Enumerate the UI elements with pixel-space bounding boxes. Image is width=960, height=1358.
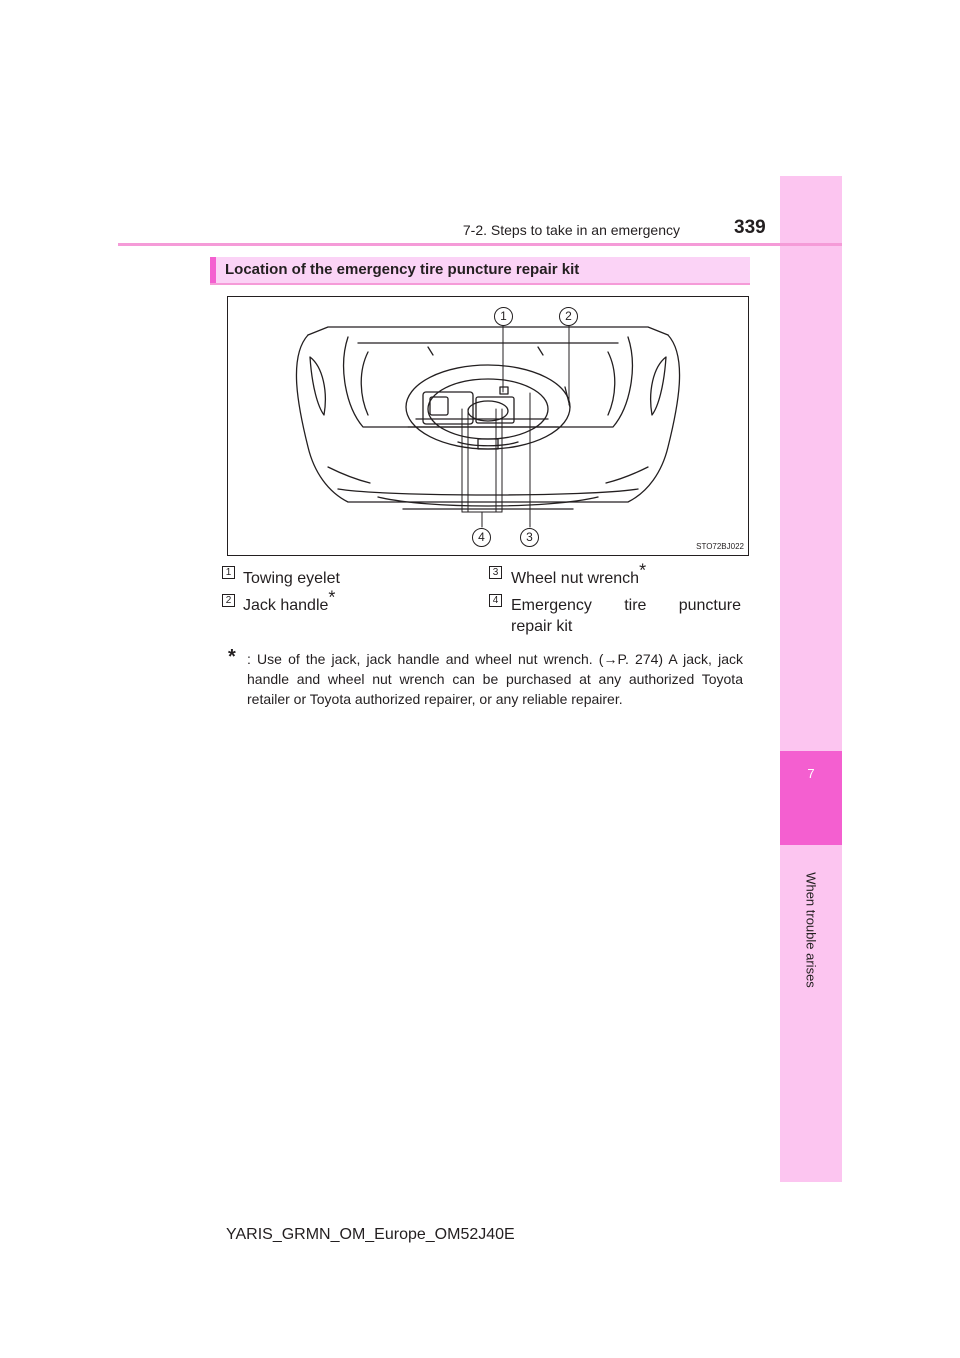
legend-label-4-line2: repair kit	[511, 618, 573, 635]
section-heading-accent	[210, 257, 216, 284]
figure-code: STO72BJ022	[696, 542, 744, 551]
page-number: 339	[734, 217, 766, 238]
legend-label-2: Jack handle	[243, 597, 329, 614]
footnote-text: : Use of the jack, jack handle and wheel nut wrench. (→P. 274) A jack, jack handle and wheel nut wrench can be purchased at any authorized Toyota retailer or Toyota authorized repairer, or any reliable repairer.	[247, 651, 743, 707]
section-heading: Location of the emergency tire puncture repair kit	[225, 261, 580, 278]
footnote-marker: *	[228, 646, 236, 668]
legend-badge-3: 3	[489, 566, 502, 579]
chapter-title: When trouble arises	[803, 872, 819, 988]
legend-item-wheel-nut-wrench	[511, 560, 647, 588]
legend-badge-2: 2	[222, 594, 235, 607]
callout-4: 4	[472, 528, 491, 547]
legend-star-2: *	[328, 587, 336, 608]
footer-document-id: YARIS_GRMN_OM_Europe_OM52J40E	[226, 1226, 515, 1243]
legend-badge-4: 4	[489, 594, 502, 607]
chapter-sidebar	[780, 176, 842, 1182]
section-heading-underline	[210, 283, 750, 285]
legend-badge-1: 1	[222, 566, 235, 579]
header-rule	[118, 243, 842, 246]
legend-item-jack-handle	[243, 587, 336, 615]
callout-2: 2	[559, 307, 578, 326]
legend-item-towing-eyelet	[243, 570, 340, 588]
legend-label-1: Towing eyelet	[243, 570, 340, 587]
legend-star-3: *	[639, 560, 647, 581]
legend-label-4: Emergency tire puncture	[511, 597, 741, 614]
chapter-number: 7	[807, 766, 815, 781]
running-header-section: 7-2. Steps to take in an emergency	[462, 222, 680, 238]
callout-3: 3	[520, 528, 539, 547]
car-rear-line-art	[228, 297, 748, 555]
legend-label-3: Wheel nut wrench	[511, 570, 640, 587]
figure-trunk-illustration	[227, 296, 749, 556]
callout-1: 1	[494, 307, 513, 326]
